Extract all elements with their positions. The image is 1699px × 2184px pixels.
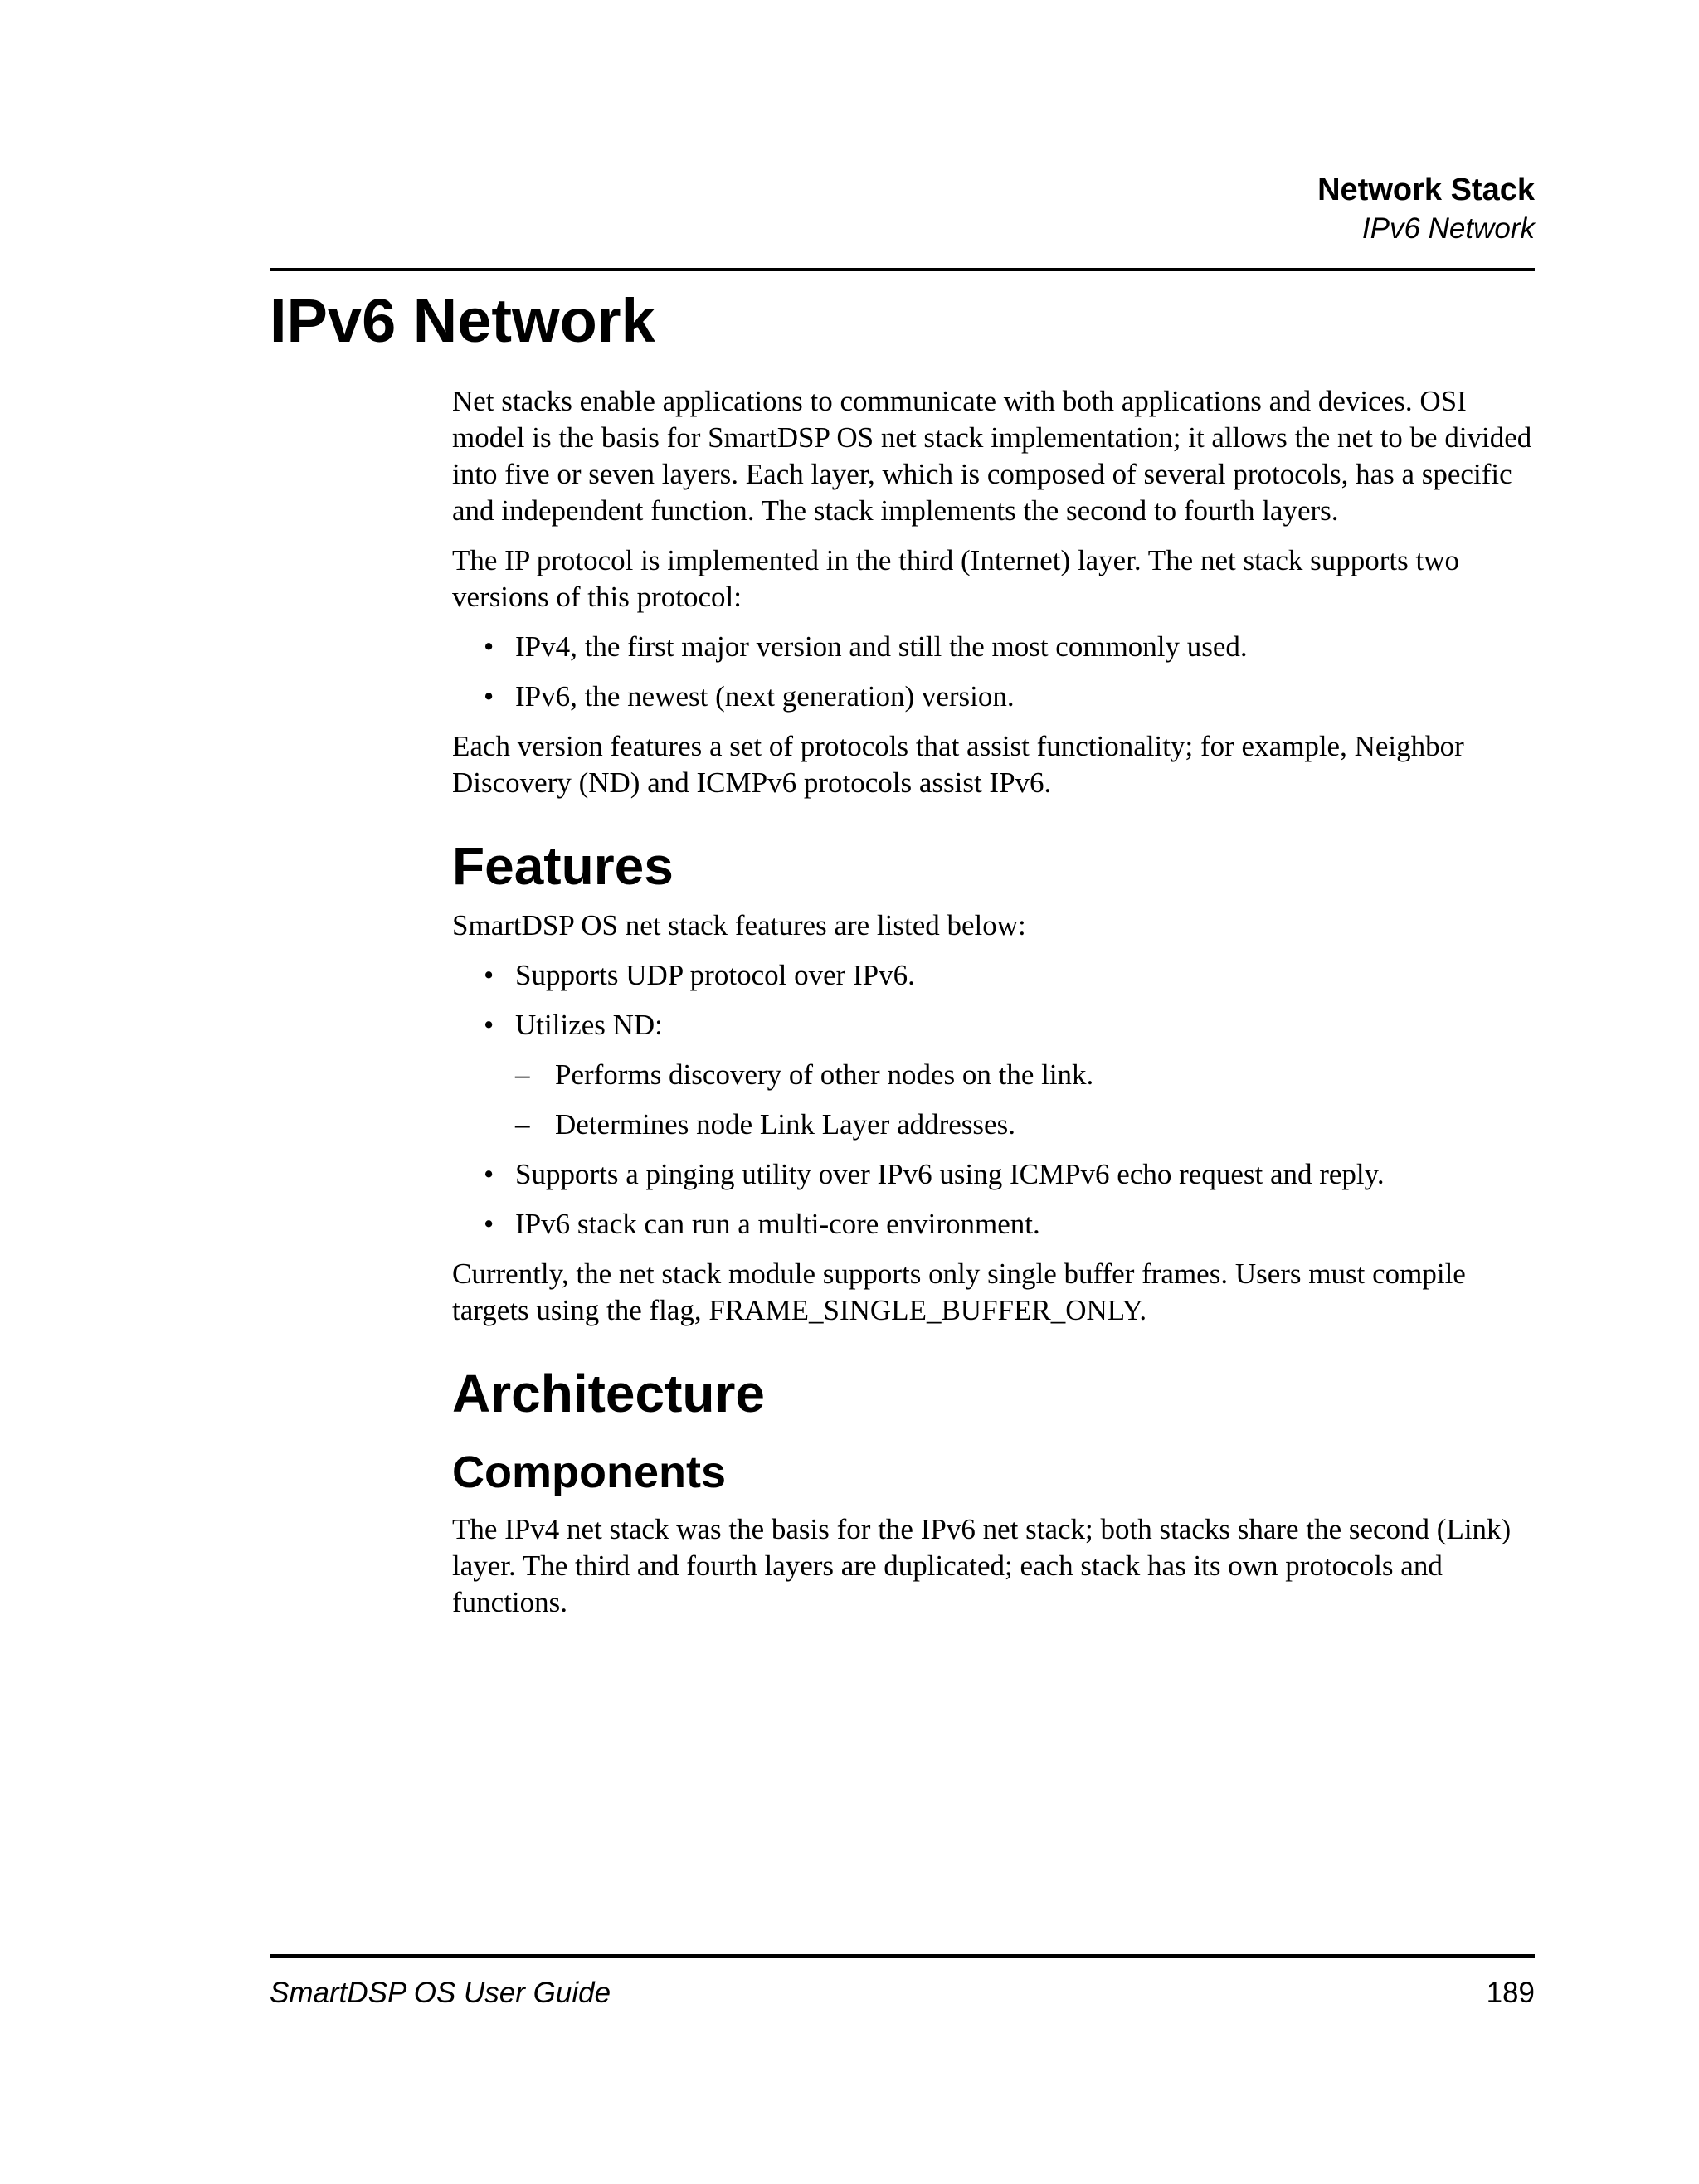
footer-page-number: 189 xyxy=(1486,1977,1535,2009)
features-list xyxy=(452,957,1539,1243)
list-item: • Supports UDP protocol over IPv6. xyxy=(452,957,1539,994)
nd-sublist xyxy=(515,1057,1539,1143)
ip-versions-list xyxy=(452,629,1539,715)
sub-list-item: – Performs discovery of other nodes on the link. xyxy=(515,1057,1539,1093)
features-intro: SmartDSP OS net stack features are listed below: xyxy=(452,909,1026,941)
header-chapter-title: Network Stack xyxy=(1317,173,1535,207)
components-heading: Components xyxy=(452,1447,726,1497)
footer-rule xyxy=(270,1954,1535,1958)
footer-book-title: SmartDSP OS User Guide xyxy=(270,1977,611,2009)
intro-paragraph-2: The IP protocol is implemented in the third (Internet) layer. The net stack supports two versions of this protocol: xyxy=(452,544,1460,613)
body-content xyxy=(452,383,1539,1634)
components-paragraph: The IPv4 net stack was the basis for the IPv6 net stack; both stacks share the second (Link) layer. The third and fourth layers are duplicated; each stack has its own protocols and functions. xyxy=(452,1513,1512,1618)
page-title: IPv6 Network xyxy=(270,286,655,355)
list-item: • IPv4, the first major version and still the most commonly used. xyxy=(452,629,1539,665)
features-heading: Features xyxy=(452,836,674,896)
list-item: • IPv6 stack can run a multi-core environment. xyxy=(452,1206,1539,1243)
architecture-heading: Architecture xyxy=(452,1364,765,1423)
sub-list-item: – Determines node Link Layer addresses. xyxy=(515,1107,1539,1143)
list-item-with-sublist xyxy=(452,1007,1539,1143)
header-section-title: IPv6 Network xyxy=(1361,212,1535,245)
features-note: Currently, the net stack module supports only single buffer frames. Users must compile targets using the flag, FRAME_SINGLE_BUFFER_ONLY. xyxy=(452,1257,1466,1326)
list-item-label: Utilizes ND: xyxy=(515,1009,663,1041)
list-item: • IPv6, the newest (next generation) version. xyxy=(452,679,1539,715)
list-item: • Supports a pinging utility over IPv6 using ICMPv6 echo request and reply. xyxy=(452,1156,1539,1193)
header-rule xyxy=(270,268,1535,271)
intro-paragraph-1: Net stacks enable applications to communicate with both applications and devices. OSI model is the basis for SmartDSP OS net stack implementation; it allows the net to be divided into five or seven layers. Each layer, which is composed of several protocols, has a specific and independent function. The stack implements the second to fourth layers. xyxy=(452,385,1532,527)
running-header xyxy=(1317,170,1535,248)
intro-paragraph-3: Each version features a set of protocols that assist functionality; for example, Neighbor Discovery (ND) and ICMPv6 protocols assist IPv6. xyxy=(452,730,1464,799)
